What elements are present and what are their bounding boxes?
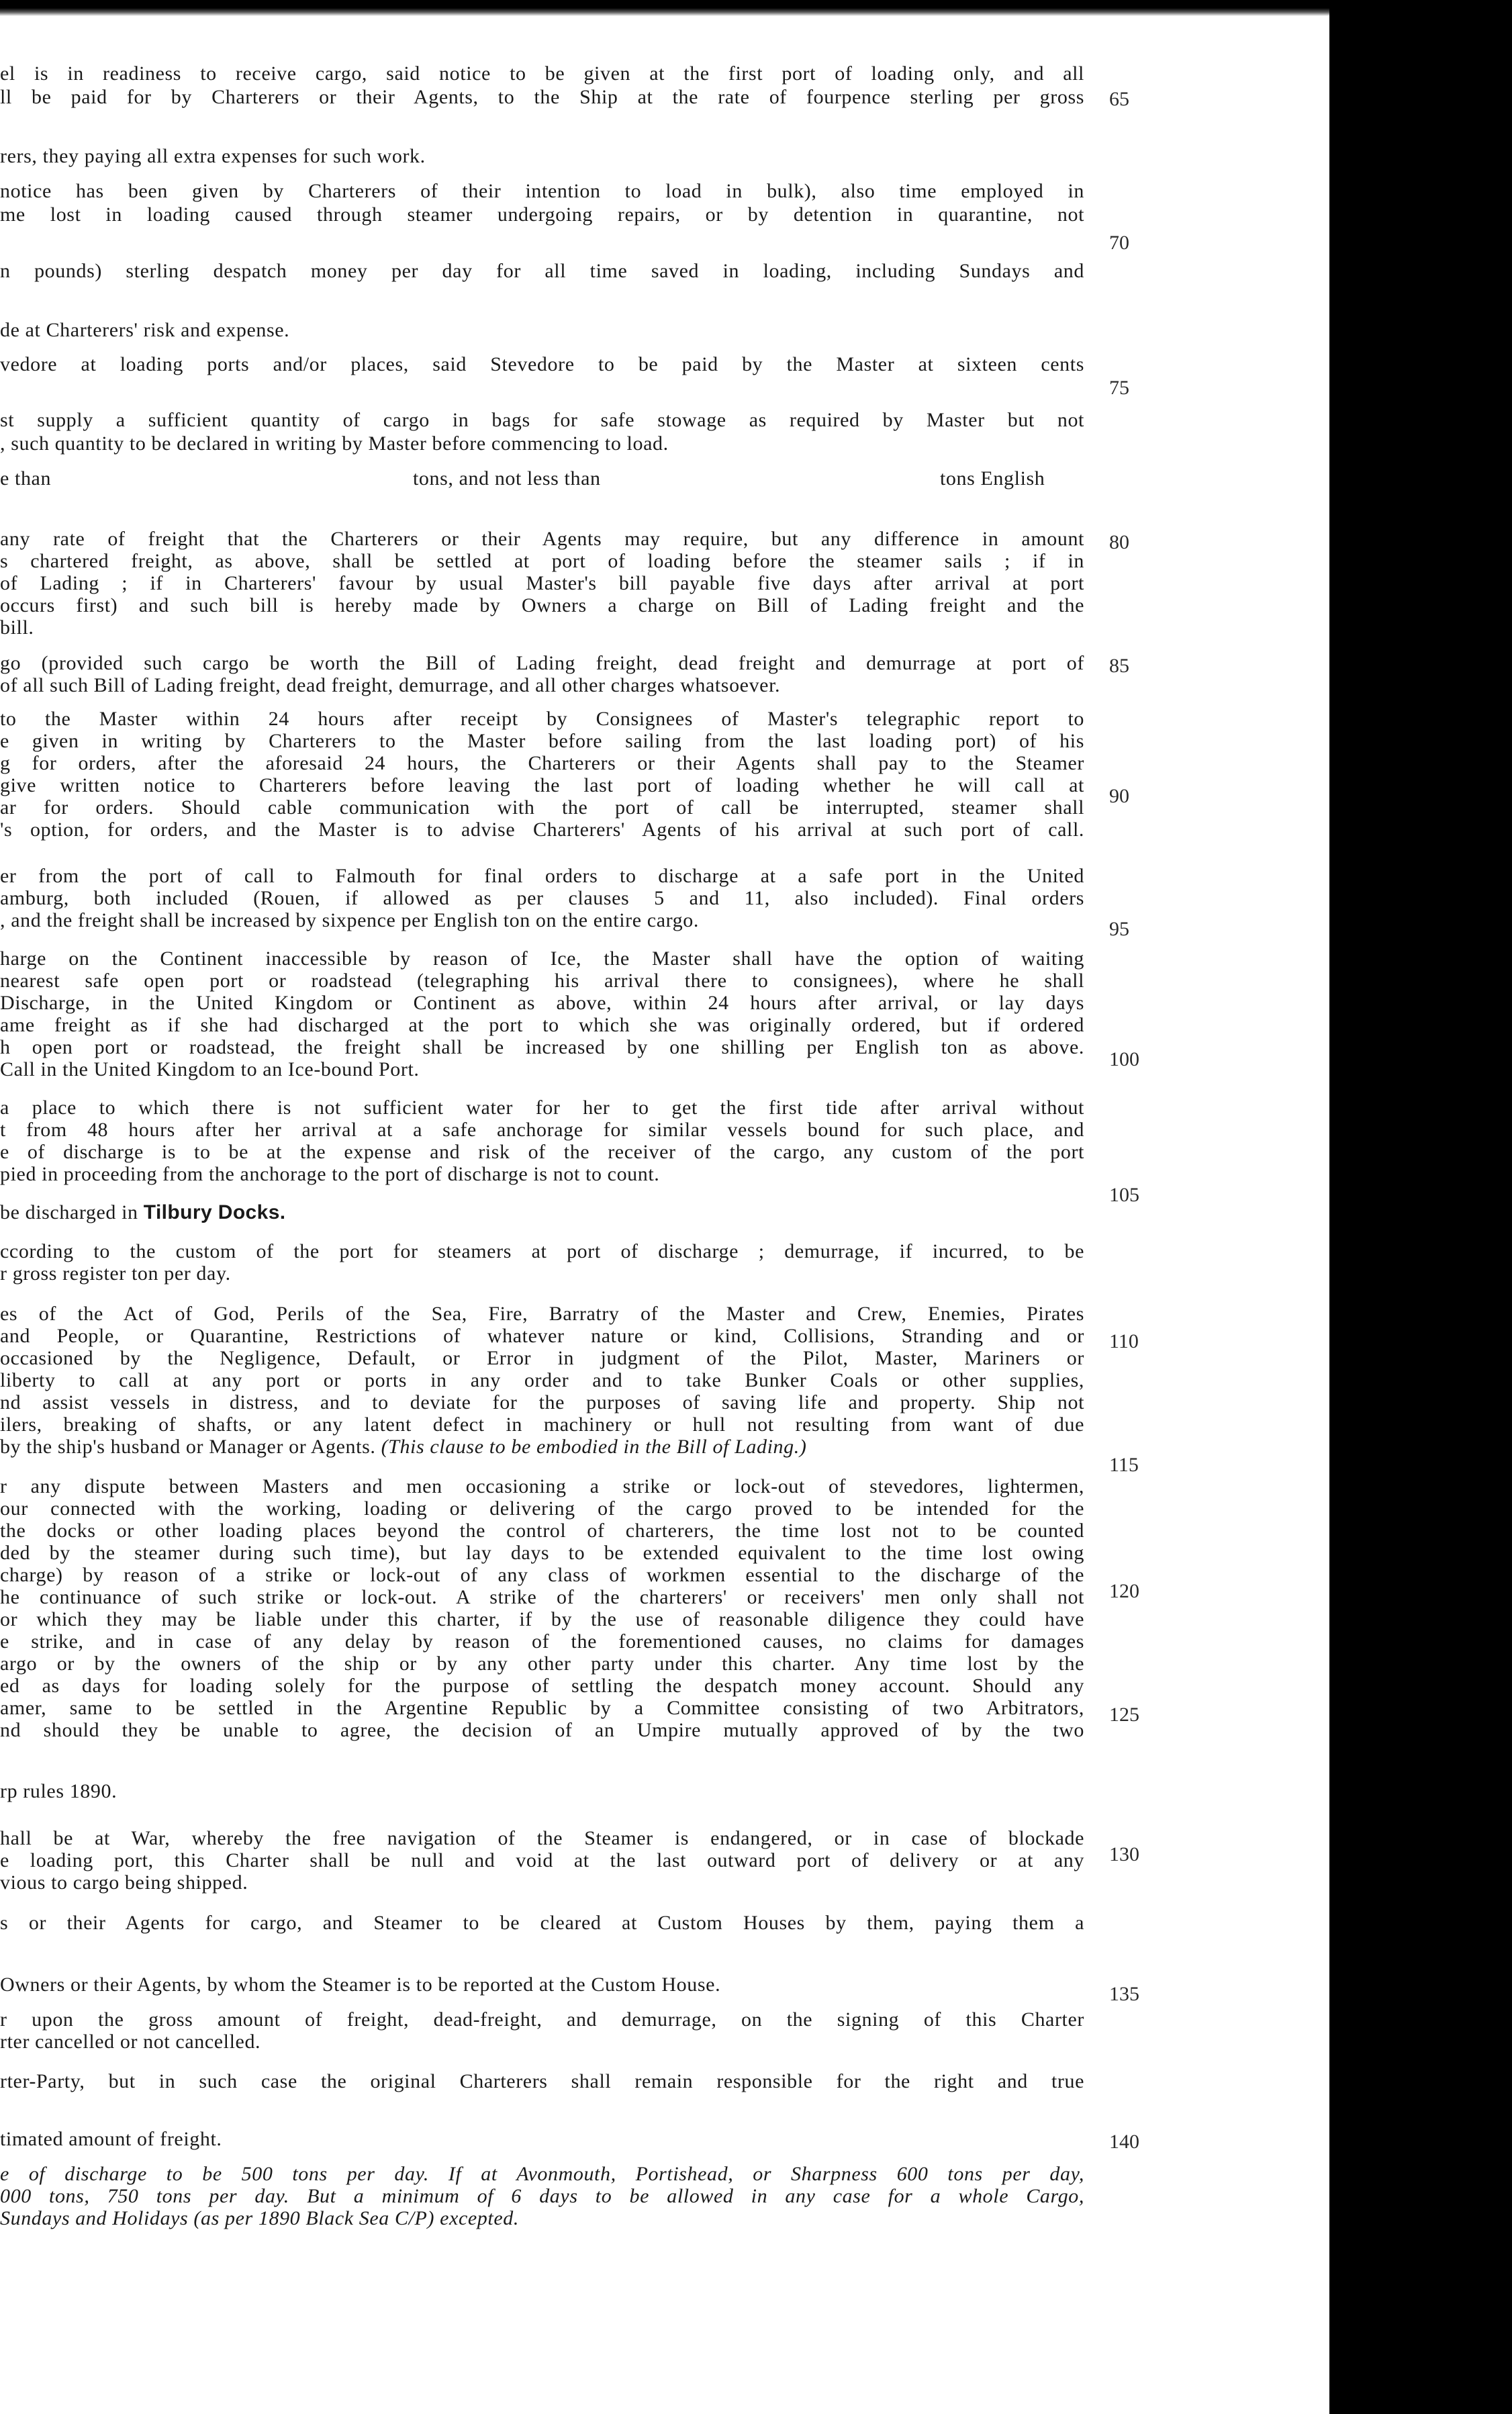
line-number: 95	[1109, 918, 1129, 940]
text-line	[0, 707, 1084, 731]
line-number: 80	[1109, 531, 1129, 553]
text-line	[0, 318, 1084, 342]
text-line-content: pied in proceeding from the anchorage to the port of discharge is not to count.	[0, 1163, 660, 1185]
line-number: 70	[1109, 232, 1129, 254]
text-line-content: nd should they be unable to agree, the decision of an Umpire mutually approved of by the two	[0, 1719, 1084, 1741]
line-number: 115	[1109, 1454, 1139, 1476]
text-line-content: bill.	[0, 616, 34, 639]
text-line	[0, 1497, 1084, 1521]
text-line	[0, 1302, 1084, 1326]
text-line-content: harge on the Continent inaccessible by reason of Ice, the Master shall have the option of waiting	[0, 947, 1084, 970]
line-number: 75	[1109, 377, 1129, 399]
text-line-content: or which they may be liable under this charter, if by the use of reasonable diligence they could have	[0, 1608, 1084, 1630]
text-line-content: e given in writing by Charterers to the Master before sailing from the last loading port) of his	[0, 730, 1084, 752]
text-line	[0, 1563, 1084, 1587]
text-line	[0, 432, 1084, 456]
text-line	[0, 2162, 1084, 2186]
text-line-content: s or their Agents for cargo, and Steamer to be cleared at Custom Houses by them, paying them a	[0, 1912, 1084, 1934]
text-line-content: h open port or roadstead, the freight shall be increased by one shilling per English ton as above.	[0, 1036, 1084, 1058]
text-line-content: rter-Party, but in such case the original Charterers shall remain responsible for the right and true	[0, 2070, 1084, 2092]
text-line	[0, 1608, 1084, 1632]
text-line-content: r any dispute between Masters and men occasioning a strike or lock-out of stevedores, lightermen,	[0, 1475, 1084, 1497]
text-line-content: go (provided such cargo be worth the Bill of Lading freight, dead freight and demurrage at port of	[0, 652, 1084, 674]
text-line	[0, 1162, 1084, 1187]
line-number: 100	[1109, 1048, 1139, 1070]
text-line-content: es of the Act of God, Perils of the Sea, Fire, Barratry of the Master and Crew, Enemies, Pirates	[0, 1303, 1084, 1325]
text-line	[0, 1013, 1084, 1037]
text-line	[0, 2207, 1084, 2231]
text-line	[0, 1674, 1084, 1698]
line-number: 105	[1109, 1184, 1139, 1206]
text-line-content: our connected with the working, loading or delivering of the cargo proved to be intended for the	[0, 1497, 1084, 1520]
text-line-content: st supply a sufficient quantity of cargo in bags for safe stowage as required by Master but not	[0, 409, 1084, 431]
text-line	[0, 947, 1084, 971]
text-line-content: , and the freight shall be increased by sixpence per English ton on the entire cargo.	[0, 909, 699, 931]
text-line	[0, 1696, 1084, 1720]
text-line-content: e loading port, this Charter shall be null and void at the last outward port of delivery or at any	[0, 1849, 1084, 1871]
text-line	[0, 2030, 1084, 2054]
text-line	[0, 1435, 1084, 1459]
text-line	[0, 1475, 1084, 1499]
text-line-content: amburg, both included (Rouen, if allowed as per clauses 5 and 11, also included). Final orders	[0, 887, 1084, 909]
text-line-content: ll be paid for by Charterers or their Agents, to the Ship at the rate of fourpence sterling per gross	[0, 86, 1084, 108]
text-line	[0, 1911, 1084, 1935]
text-line	[0, 179, 1084, 203]
text-line-content: a place to which there is not sufficient water for her to get the first tide after arrival without	[0, 1097, 1084, 1119]
text-line-content: 000 tons, 750 tons per day. But a minimum of 6 days to be allowed in any case for a whole Cargo,	[0, 2185, 1084, 2207]
text-line-content: de at Charterers' risk and expense.	[0, 319, 290, 341]
line-number: 85	[1109, 655, 1129, 677]
text-line-content: ed as days for loading solely for the purpose of settling the despatch money account. Should any	[0, 1675, 1084, 1697]
text-line	[0, 991, 1084, 1015]
text-line	[0, 144, 1084, 169]
text-line	[0, 1096, 1084, 1120]
text-line-content: hall be at War, whereby the free navigation of the Steamer is endangered, or in case of blockade	[0, 1827, 1084, 1849]
text-line-content: me lost in loading caused through steamer undergoing repairs, or by detention in quarantine, not	[0, 203, 1084, 226]
text-line-content: he continuance of such strike or lock-out. A strike of the charterers' or receivers' men only shall not	[0, 1586, 1084, 1608]
line-number: 140	[1109, 2131, 1139, 2153]
text-line	[0, 1652, 1084, 1676]
text-line-content: g for orders, after the aforesaid 24 hours, the Charterers or their Agents shall pay to the Steamer	[0, 752, 1084, 774]
text-line	[0, 1541, 1084, 1565]
text-line-content: , such quantity to be declared in writing by Master before commencing to load.	[0, 432, 669, 455]
text-line-content: vedore at loading ports and/or places, said Stevedore to be paid by the Master at sixteen cents	[0, 353, 1084, 375]
text-line-content: any rate of freight that the Charterers or their Agents may require, but any difference in amount	[0, 528, 1084, 550]
line-number: 125	[1109, 1704, 1139, 1726]
text-line-content: er from the port of call to Falmouth for final orders to discharge at a safe port in the United	[0, 865, 1084, 887]
text-line	[0, 62, 1084, 86]
text-line	[0, 864, 1084, 888]
text-line-content: rter cancelled or not cancelled.	[0, 2031, 261, 2053]
text-line-content: rp rules 1890.	[0, 1780, 117, 1802]
text-line	[0, 1346, 1084, 1371]
text-line	[0, 353, 1084, 377]
text-line	[0, 2070, 1084, 2094]
text-line-content: liberty to call at any port or ports in any order and to take Bunker Coals or other supplies,	[0, 1369, 1084, 1391]
text-line-content: notice has been given by Charterers of their intention to load in bulk), also time employed in	[0, 180, 1084, 202]
text-line	[0, 408, 1084, 432]
line-number: 130	[1109, 1843, 1139, 1865]
text-line-content: e strike, and in case of any delay by reason of the forementioned causes, no claims for damages	[0, 1630, 1084, 1653]
text-line-content: be discharged in	[0, 1201, 138, 1223]
text-line-content: ded by the steamer during such time), but lay days to be extended equivalent to the time lost owing	[0, 1542, 1084, 1564]
text-line	[0, 203, 1084, 227]
text-line-content: 's option, for orders, and the Master is to advise Charterers' Agents of his arrival at such port of call.	[0, 819, 1084, 841]
text-line-content: ar for orders. Should cable communication with the port of call be interrupted, steamer shall	[0, 796, 1084, 819]
text-line-content: n pounds) sterling despatch money per day for all time saved in loading, including Sundays and	[0, 260, 1084, 282]
text-line	[0, 2184, 1084, 2209]
text-line-content: ccording to the custom of the port for steamers at port of discharge ; demurrage, if incurred, to be	[0, 1240, 1084, 1262]
text-line	[0, 1391, 1084, 1415]
text-line-content: Owners or their Agents, by whom the Steamer is to be reported at the Custom House.	[0, 1974, 721, 1996]
text-line	[0, 729, 1084, 753]
line-number: 120	[1109, 1580, 1139, 1602]
text-line	[0, 616, 1084, 640]
line-number: 135	[1109, 1983, 1139, 2005]
text-line-content: Discharge, in the United Kingdom or Continent as above, within 24 hours after arrival, or lay days	[0, 992, 1084, 1014]
text-line	[0, 651, 1084, 676]
text-line	[0, 549, 1084, 573]
text-line	[0, 1871, 1084, 1895]
text-line	[0, 1718, 1084, 1743]
text-line-content: r upon the gross amount of freight, dead-freight, and demurrage, on the signing of this Charter	[0, 2008, 1084, 2031]
emphasized-place-name: Tilbury Docks.	[143, 1201, 286, 1223]
line-number: 90	[1109, 785, 1129, 807]
text-line	[0, 1118, 1084, 1142]
text-line	[0, 969, 1084, 993]
text-line	[0, 1140, 1084, 1164]
text-line-content: ame freight as if she had discharged at the port to which she was originally ordered, but if ordered	[0, 1014, 1084, 1036]
text-line-content: occasioned by the Negligence, Default, or Error in judgment of the Pilot, Master, Mariners or	[0, 1347, 1084, 1369]
text-line	[0, 2008, 1084, 2032]
text-line-content: nd assist vessels in distress, and to deviate for the purposes of saving life and property. Ship not	[0, 1391, 1084, 1413]
text-line-content: el is in readiness to receive cargo, said notice to be given at the first port of loading only, and all	[0, 62, 1084, 85]
text-line	[0, 751, 1084, 776]
text-line	[0, 1324, 1084, 1348]
text-line	[0, 259, 1084, 283]
text-line	[0, 1849, 1084, 1873]
text-line	[0, 774, 1084, 798]
text-line-content: vious to cargo being shipped.	[0, 1871, 248, 1894]
text-line-content: of Lading ; if in Charterers' favour by usual Master's bill payable five days after arrival at port	[0, 572, 1084, 594]
text-line-content: ilers, breaking of shafts, or any latent defect in machinery or hull not resulting from want of due	[0, 1413, 1084, 1436]
text-line-content: rers, they paying all extra expenses for such work.	[0, 145, 426, 167]
text-line	[0, 674, 1084, 698]
text-line-content: of all such Bill of Lading freight, dead freight, demurrage, and all other charges whatsoever.	[0, 674, 781, 696]
line-number: 110	[1109, 1330, 1139, 1352]
text-line-end: tons English	[940, 467, 1045, 490]
text-line	[0, 886, 1084, 911]
text-line-content: occurs first) and such bill is hereby made by Owners a charge on Bill of Lading freight and the	[0, 594, 1084, 616]
text-line-content: argo or by the owners of the ship or by any other party under this charter. Any time lost by the	[0, 1653, 1084, 1675]
text-line	[0, 1240, 1084, 1264]
text-line	[0, 1973, 1084, 1997]
text-line	[0, 909, 1084, 933]
text-line	[0, 1368, 1084, 1393]
text-line	[0, 818, 1084, 842]
text-line	[0, 1201, 1084, 1225]
text-line-content: to the Master within 24 hours after receipt by Consignees of Master's telegraphic report to	[0, 708, 1084, 730]
text-line-content: by the ship's husband or Manager or Agents.	[0, 1436, 376, 1458]
text-line-content: e of discharge is to be at the expense and risk of the receiver of the cargo, any custom of the port	[0, 1141, 1084, 1163]
text-line	[0, 1262, 1084, 1286]
text-line	[0, 594, 1084, 618]
text-line	[0, 1585, 1084, 1610]
text-line	[0, 1630, 1084, 1654]
text-line-content: e of discharge to be 500 tons per day. If at Avonmouth, Portishead, or Sharpness 600 tons per day,	[0, 2163, 1084, 2185]
text-line	[0, 467, 1084, 491]
text-line	[0, 1035, 1084, 1060]
text-line	[0, 527, 1084, 551]
text-line-content: give written notice to Charterers before leaving the last port of loading whether he will call at	[0, 774, 1084, 796]
text-line	[0, 796, 1084, 820]
text-line	[0, 1519, 1084, 1543]
text-line-content: nearest safe open port or roadstead (telegraphing his arrival there to consignees), where he shall	[0, 970, 1084, 992]
text-line	[0, 2127, 1084, 2151]
text-line-content: s chartered freight, as above, shall be settled at port of loading before the steamer sails ; if in	[0, 550, 1084, 572]
text-line-content: r gross register ton per day.	[0, 1262, 231, 1285]
text-line-content: Call in the United Kingdom to an Ice-bound Port.	[0, 1058, 420, 1080]
scan-top-edge	[0, 0, 1329, 16]
text-line-middle: tons, and not less than	[413, 467, 601, 490]
text-line-start: e than	[0, 467, 52, 490]
text-line	[0, 1413, 1084, 1437]
text-line	[0, 1779, 1084, 1804]
text-line-content: the docks or other loading places beyond the control of charterers, the time lost not to be counted	[0, 1520, 1084, 1542]
text-line	[0, 1826, 1084, 1851]
text-line	[0, 571, 1084, 596]
line-number: 65	[1109, 88, 1129, 110]
italic-note: (This clause to be embodied in the Bill of Lading.)	[381, 1436, 807, 1458]
text-line	[0, 1058, 1084, 1082]
text-line-content: Sundays and Holidays (as per 1890 Black Sea C/P) excepted.	[0, 2207, 519, 2229]
text-line-content: charge) by reason of a strike or lock-out of any class of workmen essential to the discharge of the	[0, 1564, 1084, 1586]
text-line-content: and People, or Quarantine, Restrictions of whatever nature or kind, Collisions, Stranding and or	[0, 1325, 1084, 1347]
scan-black-margin	[1329, 0, 1512, 2414]
text-line-content: amer, same to be settled in the Argentine Republic by a Committee consisting of two Arbitrators,	[0, 1697, 1084, 1719]
text-line-content: timated amount of freight.	[0, 2128, 222, 2150]
text-line	[0, 85, 1084, 109]
text-line-content: t from 48 hours after her arrival at a safe anchorage for similar vessels bound for such place, and	[0, 1119, 1084, 1141]
